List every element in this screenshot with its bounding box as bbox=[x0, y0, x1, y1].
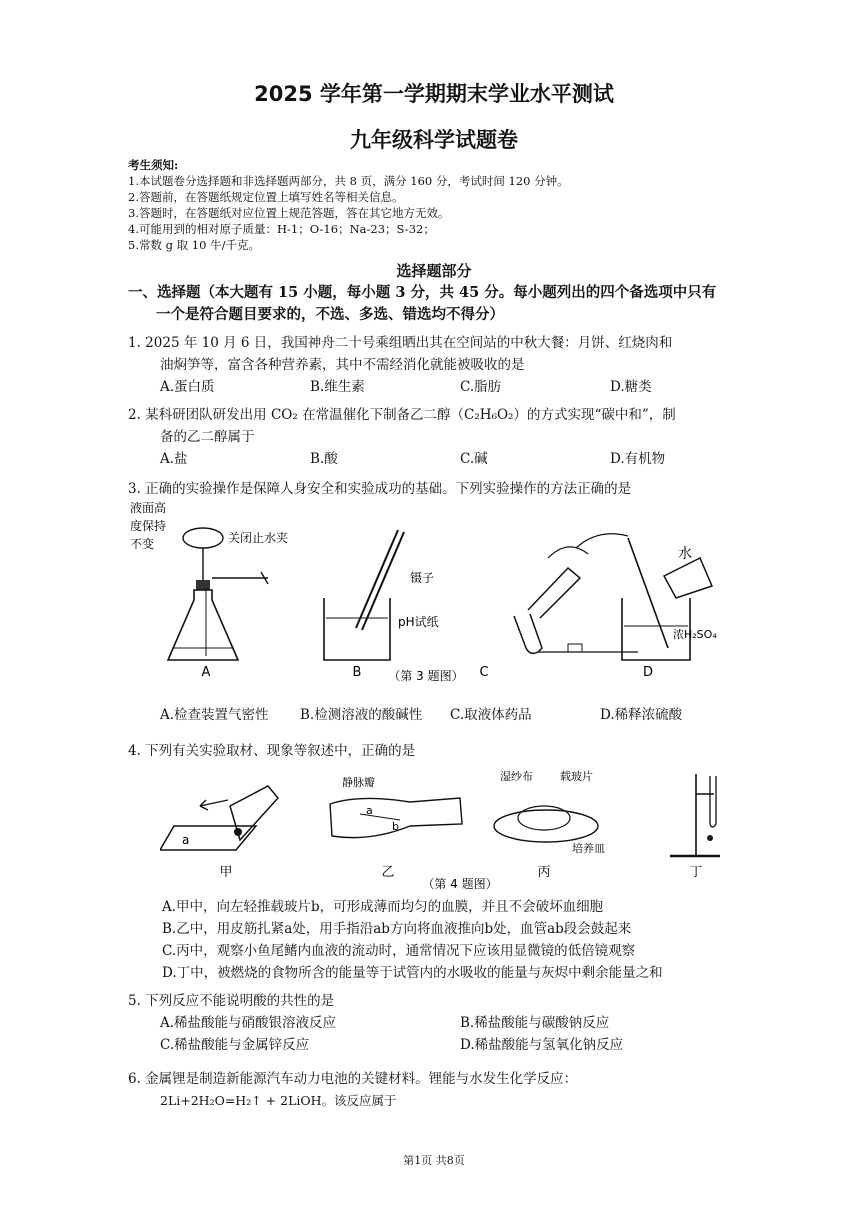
question-text: 2. 某科研团队研发出用 CO₂ 在常温催化下制备乙二醇（C₂H₆O₂）的方式实现“碳中和”，制 bbox=[128, 407, 676, 423]
notice-item: 3.答题时，在答题纸对应位置上规范答题，答在其它地方无效。 bbox=[128, 206, 450, 220]
option-a: A.检查装置气密性 bbox=[160, 707, 269, 723]
option-b: B.稀盐酸能与碳酸钠反应 bbox=[460, 1015, 610, 1031]
option-b: B.维生素 bbox=[310, 379, 365, 395]
fig-letter: 丙 bbox=[537, 865, 551, 880]
exam-title: 2025 学年第一学期期末学业水平测试 bbox=[254, 82, 614, 106]
options-row bbox=[128, 1034, 768, 1056]
figure-bing-fish bbox=[494, 769, 605, 880]
exam-subtitle: 九年级科学试题卷 bbox=[350, 128, 518, 152]
figure-yi-arm-veins bbox=[330, 775, 462, 880]
option-c: C.取液体药品 bbox=[450, 707, 532, 723]
figure-q3 bbox=[128, 498, 768, 698]
option-a: A.稀盐酸能与硝酸银溶液反应 bbox=[160, 1015, 337, 1031]
option-c: C.丙中，观察小鱼尾鳍内血液的流动时，通常情况下应该用显微镜的低倍镜观察 bbox=[162, 943, 636, 959]
figure-ding-burning-food bbox=[670, 774, 720, 880]
option-a: A.甲中，向左轻推载玻片b，可形成薄而均匀的血膜，并且不会破坏血细胞 bbox=[162, 899, 604, 915]
option-d: D.稀释浓硫酸 bbox=[600, 707, 683, 723]
figure-caption: （第 3 题图） bbox=[388, 669, 464, 683]
fig-label: 静脉瓣 bbox=[342, 776, 375, 789]
option-a: A.盐 bbox=[160, 451, 188, 467]
fig-letter: D bbox=[642, 665, 654, 680]
section-heading-line: 一个是符合题目要求的，不选、多选、错选均不得分） bbox=[156, 306, 504, 323]
page-footer: 第1页 共8页 bbox=[403, 1154, 465, 1167]
figure-b-ph-test bbox=[324, 530, 439, 680]
q4-options bbox=[162, 896, 782, 984]
option-d: D.丁中，被燃烧的食物所含的能量等于试管内的水吸收的能量与灰烬中剩余能量之和 bbox=[162, 965, 663, 981]
section-title: 选择题部分 bbox=[396, 262, 472, 280]
notice-item: 4.可能用到的相对原子质量：H-1；O-16；Na-23；S-32； bbox=[128, 222, 435, 236]
section-heading-line: 一、选择题（本大题有 15 小题，每小题 3 分，共 45 分。每小题列出的四个备选项中只有 bbox=[128, 284, 717, 301]
figure-q4 bbox=[160, 764, 760, 894]
figure-c-pour-liquid bbox=[479, 534, 638, 680]
fig-label: 浓H₂SO₄ bbox=[673, 628, 717, 641]
notice-heading: 考生须知: bbox=[128, 158, 179, 172]
option-c: C.脂肪 bbox=[460, 379, 502, 395]
option-b: B.酸 bbox=[310, 451, 338, 467]
fig-label: 液面高 bbox=[130, 501, 167, 515]
fig-label: b bbox=[392, 820, 399, 833]
question-text: 1. 2025 年 10 月 6 日，我国神舟二十号乘组晒出其在空间站的中秋大餐：月饼、红烧肉和 bbox=[128, 335, 673, 351]
fig-label: 水 bbox=[678, 546, 692, 562]
option-d: D.糖类 bbox=[610, 379, 652, 395]
options-row bbox=[128, 376, 768, 398]
question-text: 2Li+2H₂O=H₂↑ + 2LiOH。该反应属于 bbox=[160, 1093, 397, 1108]
options-row bbox=[128, 448, 768, 470]
fig-label: 不变 bbox=[130, 537, 155, 551]
figure-d-dilute-acid bbox=[622, 538, 717, 680]
figure-jia-blood-smear bbox=[160, 786, 278, 880]
question-3: 3. 正确的实验操作是保障人身安全和实验成功的基础。下列实验操作的方法正确的是 bbox=[128, 481, 632, 497]
option-d: D.稀盐酸能与氢氧化钠反应 bbox=[460, 1037, 624, 1053]
option-d: D.有机物 bbox=[610, 451, 666, 467]
option-c: C.碱 bbox=[460, 451, 488, 467]
fig-label: 湿纱布 bbox=[500, 770, 533, 783]
question-text: 6. 金属锂是制造新能源汽车动力电池的关键材料。锂能与水发生化学反应： bbox=[128, 1071, 578, 1087]
option-b: B.检测溶液的酸碱性 bbox=[300, 707, 423, 723]
question-text: 油焖笋等，富含各种营养素，其中不需经消化就能被吸收的是 bbox=[160, 357, 525, 373]
option-a: A.蛋白质 bbox=[160, 379, 215, 395]
figure-caption: （第 4 题图） bbox=[422, 877, 498, 891]
fig-label: 度保持 bbox=[130, 519, 167, 533]
fig-letter: 甲 bbox=[219, 865, 233, 880]
option-b: B.乙中，用皮筋扎紧a处，用手指沿ab方向将血液推向b处，血管ab段会鼓起来 bbox=[162, 921, 632, 937]
option-c: C.稀盐酸能与金属锌反应 bbox=[160, 1037, 310, 1053]
fig-letter: 乙 bbox=[381, 865, 395, 880]
question-text: 5. 下列反应不能说明酸的共性的是 bbox=[128, 993, 335, 1009]
q3-options bbox=[160, 704, 760, 726]
figure-a-airtight-check bbox=[130, 500, 288, 680]
fig-letter: A bbox=[201, 665, 211, 680]
fig-label: 镊子 bbox=[410, 571, 435, 585]
question-text: 备的乙二醇属于 bbox=[160, 429, 255, 445]
options-row bbox=[128, 1012, 768, 1034]
fig-letter: B bbox=[352, 665, 362, 680]
question-4: 4. 下列有关实验取材、现象等叙述中，正确的是 bbox=[128, 743, 416, 759]
fig-label: 关闭止水夹 bbox=[228, 531, 289, 545]
fig-letter: C bbox=[479, 665, 489, 680]
question-5 bbox=[128, 990, 768, 1056]
fig-label: a bbox=[366, 804, 373, 817]
notice-block bbox=[128, 157, 768, 253]
fig-label: a bbox=[182, 833, 190, 847]
notice-item: 5.常数 g 取 10 牛/千克。 bbox=[128, 238, 260, 252]
question-2 bbox=[128, 404, 768, 470]
fig-label: 载玻片 bbox=[560, 770, 593, 783]
fig-letter: 丁 bbox=[689, 865, 703, 880]
notice-item: 1.本试题卷分选择题和非选择题两部分，共 8 页，满分 160 分，考试时间 120 分钟。 bbox=[128, 174, 569, 188]
question-1 bbox=[128, 332, 768, 398]
question-6 bbox=[128, 1068, 768, 1112]
section-heading bbox=[128, 282, 768, 326]
fig-label: pH试纸 bbox=[398, 615, 439, 629]
fig-label: 培养皿 bbox=[572, 842, 605, 855]
notice-item: 2.答题前，在答题纸规定位置上填写姓名等相关信息。 bbox=[128, 190, 404, 204]
